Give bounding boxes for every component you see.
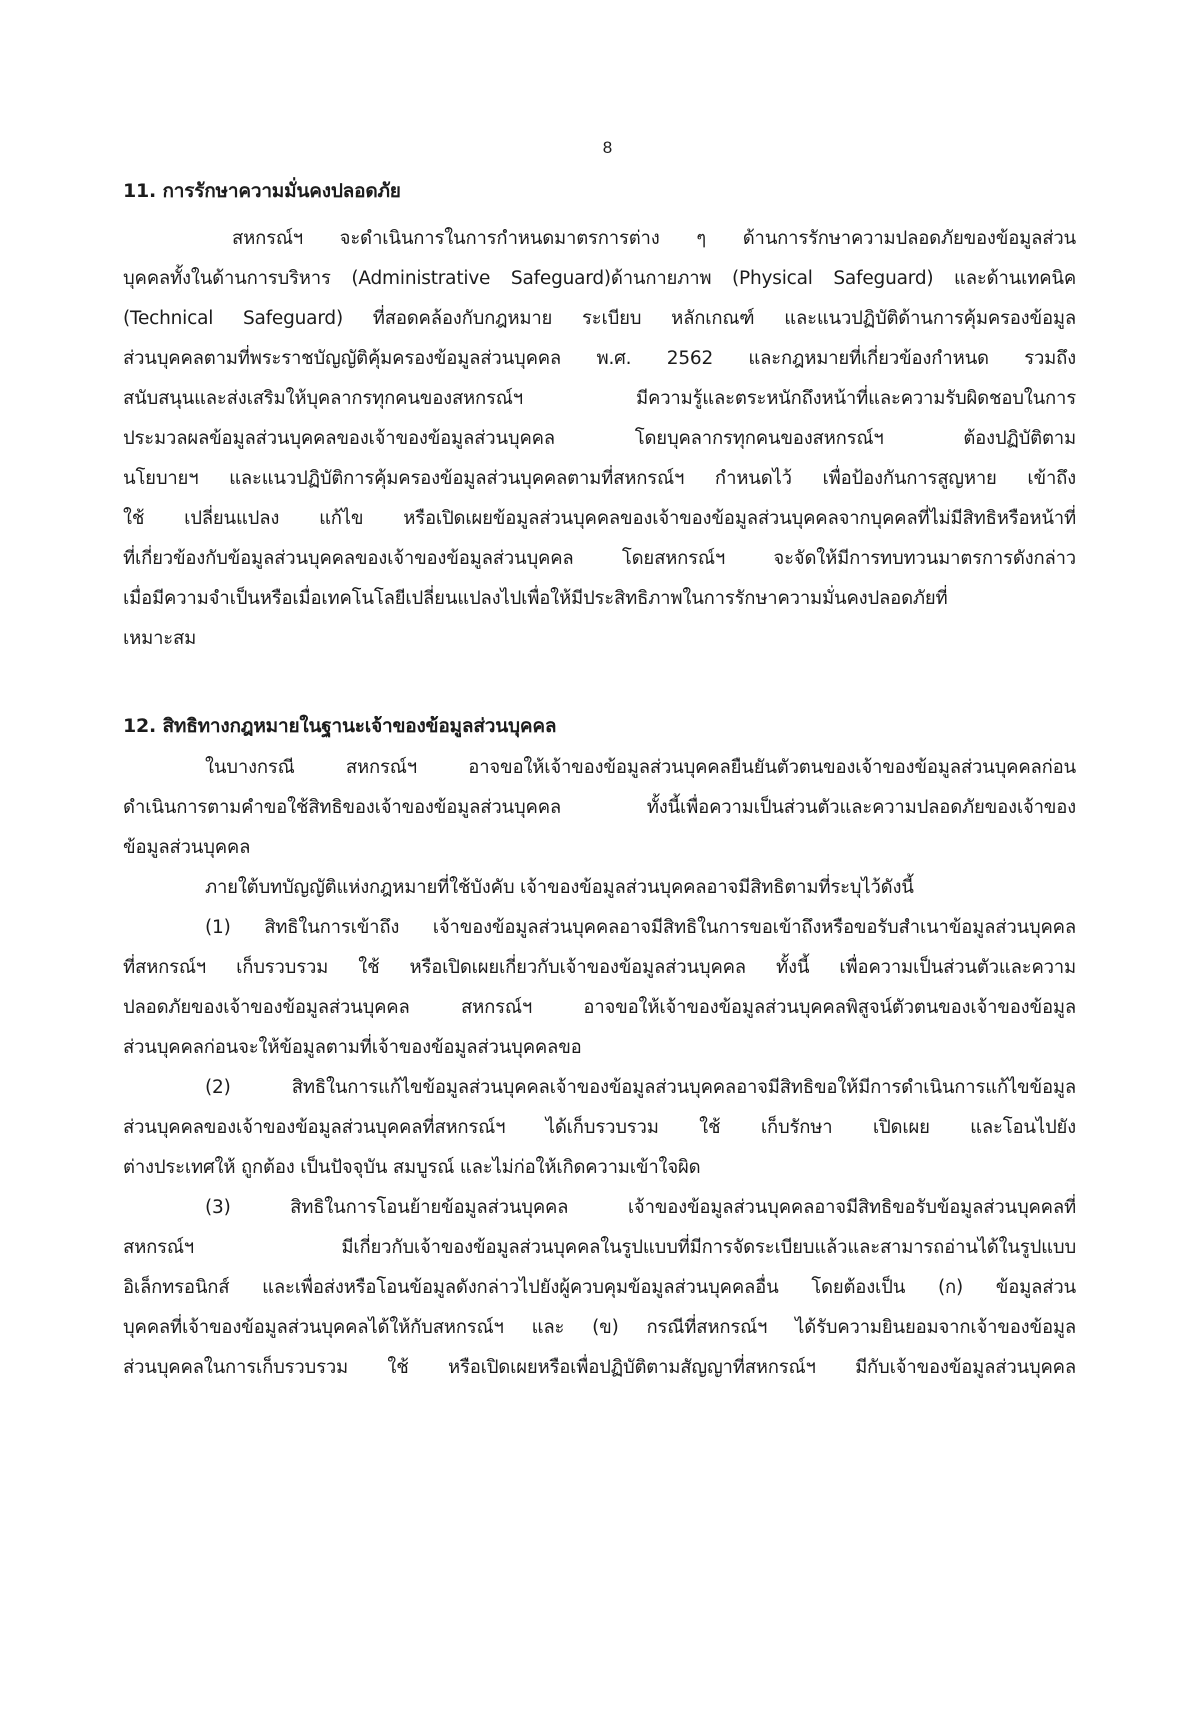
section-12-line: ข้อมูลส่วนบุคคล [123,837,251,858]
section-12-line: (3) สิทธิในการโอนย้ายข้อมูลส่วนบุคคล เจ้าของข้อมูลส่วนบุคคลอาจมีสิทธิขอรับข้อมูลส่วนบุคคลที่ [205,1197,1076,1218]
section-11-line: สนับสนุนและส่งเสริมให้บุคลากรทุกคนของสหกรณ์ฯ มีความรู้และตระหนักถึงหน้าที่และความรับผิดชอบในการ [123,388,1076,409]
section-12-line: อิเล็กทรอนิกส์ และเพื่อส่งหรือโอนข้อมูลดังกล่าวไปยังผู้ควบคุมข้อมูลส่วนบุคคลอื่น โดยต้องเป็น (ก) ข้อมูลส่วน [123,1277,1076,1298]
section-12-line: (1) สิทธิในการเข้าถึง เจ้าของข้อมูลส่วนบุคคลอาจมีสิทธิในการขอเข้าถึงหรือขอรับสำเนาข้อมูลส่วนบุคคล [205,917,1076,938]
section-11-line: ส่วนบุคคลตามที่พระราชบัญญัติคุ้มครองข้อมูลส่วนบุคคล พ.ศ. 2562 และกฎหมายที่เกี่ยวข้องกำหนด รวมถึง [123,348,1076,369]
section-11-line: ใช้ เปลี่ยนแปลง แก้ไข หรือเปิดเผยข้อมูลส่วนบุคคลของเจ้าของข้อมูลส่วนบุคคลจากบุคคลที่ไม่มีสิทธิหรือหน้าที่ [123,508,1076,529]
section-11-line: นโยบายฯ และแนวปฏิบัติการคุ้มครองข้อมูลส่วนบุคคลตามที่สหกรณ์ฯ กำหนดไว้ เพื่อป้องกันการสูญหาย เข้าถึง [123,468,1076,489]
section-11-line: เหมาะสม [123,628,197,649]
section-11-heading: 11. การรักษาความมั่นคงปลอดภัย [123,180,401,202]
section-12-line: ภายใต้บทบัญญัติแห่งกฎหมายที่ใช้บังคับ เจ้าของข้อมูลส่วนบุคคลอาจมีสิทธิตามที่ระบุไว้ดังนี้ [205,877,914,898]
section-11-line: (Technical Safeguard) ที่สอดคล้องกับกฎหมาย ระเบียบ หลักเกณฑ์ และแนวปฏิบัติด้านการคุ้มครองข้อมูล [123,308,1076,329]
section-12-line: ส่วนบุคคลก่อนจะให้ข้อมูลตามที่เจ้าของข้อมูลส่วนบุคคลขอ [123,1037,582,1058]
section-12-line: (2) สิทธิในการแก้ไขข้อมูลส่วนบุคคลเจ้าของข้อมูลส่วนบุคคลอาจมีสิทธิขอให้มีการดำเนินการแก้ไขข้อมูล [205,1077,1076,1098]
section-12-line: ต่างประเทศให้ ถูกต้อง เป็นปัจจุบัน สมบูรณ์ และไม่ก่อให้เกิดความเข้าใจผิด [123,1157,701,1178]
section-11-line: ที่เกี่ยวข้องกับข้อมูลส่วนบุคคลของเจ้าของข้อมูลส่วนบุคคล โดยสหกรณ์ฯ จะจัดให้มีการทบทวนมาตรการดังกล่าว [123,548,1076,569]
section-12-line: ในบางกรณี สหกรณ์ฯ อาจขอให้เจ้าของข้อมูลส่วนบุคคลยืนยันตัวตนของเจ้าของข้อมูลส่วนบุคคลก่อน [205,757,1076,778]
section-12-line: ส่วนบุคคลของเจ้าของข้อมูลส่วนบุคคลที่สหกรณ์ฯ ได้เก็บรวบรวม ใช้ เก็บรักษา เปิดเผย และโอนไปยัง [123,1117,1076,1138]
section-11-line: เมื่อมีความจำเป็นหรือเมื่อเทคโนโลยีเปลี่ยนแปลงไปเพื่อให้มีประสิทธิภาพในการรักษาความมั่นคงปลอดภัยที่ [123,588,948,609]
section-12-line: สหกรณ์ฯ มีเกี่ยวกับเจ้าของข้อมูลส่วนบุคคลในรูปแบบที่มีการจัดระเบียบแล้วและสามารถอ่านได้ในรูปแบบ [123,1237,1076,1258]
section-12-line: บุคคลที่เจ้าของข้อมูลส่วนบุคคลได้ให้กับสหกรณ์ฯ และ (ข) กรณีที่สหกรณ์ฯ ได้รับความยินยอมจากเจ้าของข้อมูล [123,1317,1076,1338]
section-12-heading: 12. สิทธิทางกฎหมายในฐานะเจ้าของข้อมูลส่วนบุคคล [123,715,557,737]
section-12-line: ดำเนินการตามคำขอใช้สิทธิของเจ้าของข้อมูลส่วนบุคคล ทั้งนี้เพื่อความเป็นส่วนตัวและความปลอดภัยของเจ้าของ [123,797,1076,818]
page-number: 8 [602,138,613,157]
section-11-line: สหกรณ์ฯ จะดำเนินการในการกำหนดมาตรการต่าง ๆ ด้านการรักษาความปลอดภัยของข้อมูลส่วน [232,228,1076,249]
section-11-line: ประมวลผลข้อมูลส่วนบุคคลของเจ้าของข้อมูลส่วนบุคคล โดยบุคลากรทุกคนของสหกรณ์ฯ ต้องปฏิบัติตาม [123,428,1076,449]
section-11-line: บุคคลทั้งในด้านการบริหาร (Administrative Safeguard)ด้านกายภาพ (Physical Safeguard) และด้านเทคนิค [123,268,1076,289]
section-12-line: ปลอดภัยของเจ้าของข้อมูลส่วนบุคคล สหกรณ์ฯ อาจขอให้เจ้าของข้อมูลส่วนบุคคลพิสูจน์ตัวตนของเจ้าของข้อมูล [123,997,1076,1018]
section-12-line: ส่วนบุคคลในการเก็บรวบรวม ใช้ หรือเปิดเผยหรือเพื่อปฏิบัติตามสัญญาที่สหกรณ์ฯ มีกับเจ้าของข้อมูลส่วนบุคคล [123,1357,1076,1378]
section-12-line: ที่สหกรณ์ฯ เก็บรวบรวม ใช้ หรือเปิดเผยเกี่ยวกับเจ้าของข้อมูลส่วนบุคคล ทั้งนี้ เพื่อความเป็นส่วนตัวและความ [123,957,1076,978]
